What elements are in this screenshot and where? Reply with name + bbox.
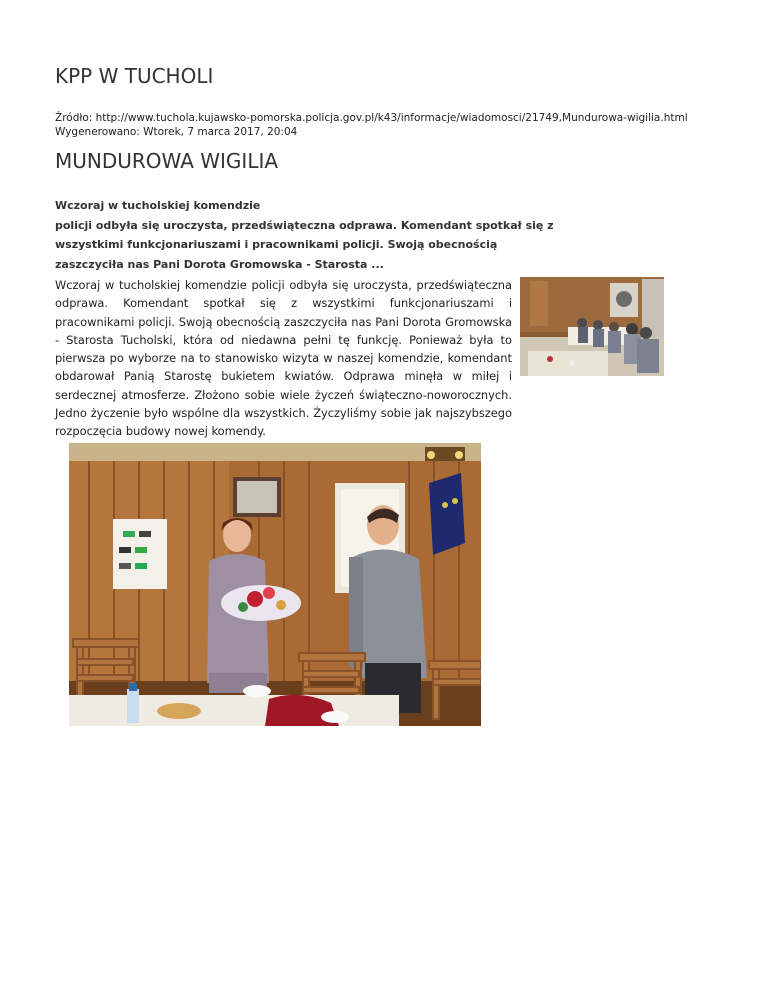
main-photo [69,443,481,726]
lead-line: zaszczyciła nas Pani Dorota Gromowska - Starosta ... [55,257,384,271]
site-title: KPP W TUCHOLI [55,64,214,88]
thumbnail-photo [520,277,664,376]
lead-line: Wczoraj w tucholskiej komendzie [55,199,261,212]
generated-line: Wygenerowano: Wtorek, 7 marca 2017, 20:04 [55,126,298,138]
lead-line: wszystkimi funkcjonariuszami i pracownikami policji. Swoją obecnością [55,238,498,251]
article-lead [55,196,615,274]
lead-line: policji odbyła się uroczysta, przedświąteczna odprawa. Komendant spotkał się z [55,218,554,232]
article-body: Wczoraj w tucholskiej komendzie policji odbyła się uroczysta, przedświąteczna odprawa. Komendant spotkał się z wszystkimi funkcjonariuszami i pracownikami policji. Swoją obecnością zaszczyciła nas Pani Dorota Gromowska - Starosta Tucholski, która od niedawna pełni tę funkcję. Ponieważ była to pierwsza po wyborze na to stanowisko wizyta w naszej komendzie, komendant obdarował Panią Starostę bukietem kwiatów. Odprawa minęła w miłej i serdecznej atmosferze. Złożono sobie wiele życzeń świąteczno-noworocznych. Jedno życzenie było wspólne dla wszystkich. Życzyliśmy sobie jak najszybszego rozpoczęcia budowy nowej komendy. [55,278,512,439]
source-line: Źródło: http://www.tuchola.kujawsko-pomorska.policja.gov.pl/k43/informacje/wiadomosci/21749,Mundurowa-wigilia.html [55,112,688,124]
document-meta [55,111,688,139]
article-title: MUNDUROWA WIGILIA [55,149,279,173]
